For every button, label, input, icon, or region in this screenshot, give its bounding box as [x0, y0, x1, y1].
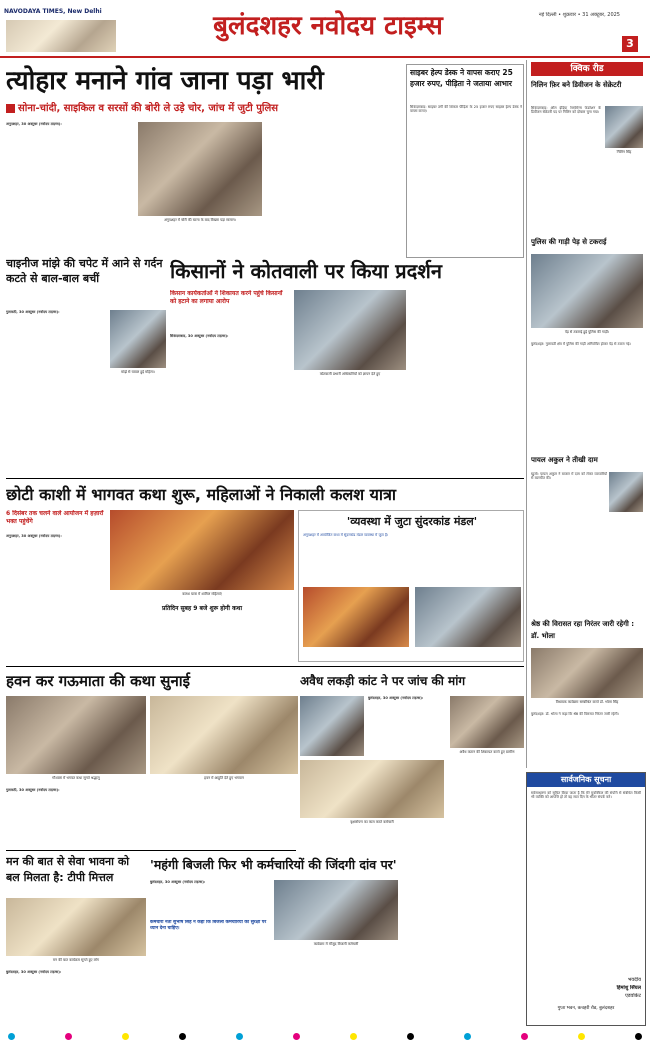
sidebar-story3-title: पायल अकुल ने तीखी दाम — [531, 456, 598, 464]
sidebar-story4-body: बुलंदशहर: डॉ. भोला ने कहा कि श्रेष्ठ की विरासत निरंतर जारी रहेगी। — [531, 712, 619, 716]
power-dateline: बुलंदशहर, 30 अक्टूबर (नवोदय टाइम्स): — [150, 880, 206, 884]
page-number: 3 — [622, 36, 638, 52]
public-notice — [526, 772, 646, 1026]
registration-dot-icon — [464, 1033, 471, 1040]
farmers-body — [170, 334, 290, 474]
sidebar-story2-body: बुलंदशहर: गुलावठी क्षेत्र में पुलिस की गाड़ी अनियंत्रित होकर पेड़ से टकरा गई। — [531, 342, 631, 346]
kashi-center-caption: प्रतिदिन सुबह 9 बजे शुरू होगी कथा — [161, 605, 243, 612]
lead-photo-caption: अनूपशहर में चोरी की घटना के बाद बिखरा पड़ा सामान। — [164, 218, 236, 222]
registration-strip — [0, 1030, 650, 1043]
bullet-square-icon — [6, 104, 15, 113]
wood-photo-right — [450, 696, 524, 748]
sidebar-story2-title: पुलिस की गाड़ी पेड़ से टकराई — [531, 238, 607, 246]
notice-signature-name: हिमांशु सिंघल — [616, 985, 641, 991]
chains-photo-caption: मांझे से घायल हुई महिला। — [121, 370, 155, 374]
power-highlight: कर्मचारी नेता सुभाष सिंह ने कहा कि बिजली कर्मचारियों की सुरक्षा पर ध्यान देना चाहिए। — [150, 920, 267, 931]
lead-body-col3 — [266, 122, 402, 252]
sidebar-story4-caption: विधायक कार्यक्रम सम्बोधित करते डॉ. भोला सिंह — [555, 700, 619, 704]
police-headline: साइबर हेल्प डेस्क ने वापस कराए 25 हजार रुपए, पीड़िता ने जताया आभार — [410, 68, 513, 88]
masthead — [0, 0, 650, 58]
lead-body — [6, 122, 134, 252]
kashi-photo — [110, 510, 294, 590]
farmers-photo — [294, 290, 406, 370]
kashi-photo-caption: कलश यात्रा में शामिल महिलाएं — [182, 592, 222, 596]
registration-dot-icon — [236, 1033, 243, 1040]
registration-dot-icon — [122, 1033, 129, 1040]
farmers-body-col2 — [410, 290, 522, 470]
havan-photo-left — [6, 696, 146, 774]
power-photo — [274, 880, 398, 940]
farmers-photo-caption: कोतवाली प्रभारी अधिकारियों को ज्ञापन देते हुए — [319, 372, 381, 376]
masthead-date: नई दिल्ली • शुक्रवार • 31 अक्टूबर, 2025 — [538, 12, 620, 18]
havan-dateline: गुलावठी, 30 अक्टूबर (नवोदय टाइम्स): — [6, 788, 60, 792]
kashi-headline: छोटी काशी में भागवत कथा शुरू, महिलाओं ने निकाली कलश यात्रा — [6, 485, 397, 504]
police-box — [406, 64, 524, 258]
registration-dot-icon — [293, 1033, 300, 1040]
havan-body — [6, 788, 298, 848]
havan-headline: हवन कर गऊमाता की कथा सुनाई — [6, 672, 191, 690]
power-body — [150, 880, 270, 1026]
service-headline: मन की बात से सेवा भावना को बल मिलता है: टीपी मित्तल — [6, 855, 130, 884]
sidebar-story3-photo — [609, 472, 643, 512]
edition-tag: NAVODAYA TIMES, New Delhi — [4, 8, 102, 15]
sidebar-story1-title: निलिन फ़िर बने डिवीजन के सेक्रेटरी — [531, 81, 622, 89]
divider-havan — [6, 666, 524, 667]
chains-photo — [110, 310, 166, 368]
masthead-fort-image — [6, 20, 116, 52]
farmers-dateline: सिकंदराबाद, 30 अक्टूबर (नवोदय टाइम्स): — [170, 334, 229, 338]
notice-address: गुप्ता भवन, कचहरी रोड, बुलंदशहर — [557, 1006, 615, 1011]
divider-kashi — [6, 478, 524, 479]
service-photo-caption: मन की बात कार्यक्रम सुनते हुए लोग — [52, 958, 100, 962]
sidebar-story4-photo — [531, 648, 643, 698]
kashi-panel-headline: 'व्यवस्था में जुटा सुंदरकांड मंडल' — [346, 515, 478, 528]
notice-body: सर्वसाधारण को सूचित किया जाता है कि मेरे मुवक्किल की संपत्ति से संबंधित किसी भी व्यक्ति को आपत्ति हो तो वह सात दिन के भीतर संपर्क करे। — [531, 791, 641, 800]
lead-dateline: अनूपशहर, 30 अक्टूबर (नवोदय टाइम्स): — [6, 122, 62, 126]
kashi-subhead: 6 दिसंबर तक चलने वाले आयोजन में हज़ारों भक्त पहुंचेंगे — [6, 510, 104, 525]
power-body-col3 — [402, 880, 524, 1026]
divider-service — [6, 850, 296, 851]
lead-photo — [138, 122, 262, 216]
notice-signature: भवदीय — [627, 977, 641, 983]
masthead-rule — [0, 56, 650, 58]
kashi-panel-body: अनूपशहर में आयोजित कथा में सुंदरकांड मंडल व्यवस्था में जुटा है। — [303, 533, 389, 537]
quick-read-sidebar — [526, 60, 646, 768]
power-headline: 'महंगी बिजली फिर भी कर्मचारियों की जिंदगी दांव पर' — [150, 857, 397, 872]
service-photo — [6, 898, 146, 956]
lead-subhead — [6, 102, 402, 116]
registration-dot-icon — [407, 1033, 414, 1040]
wood-photo-caption: वृक्षारोपण का काम करते कर्मचारी — [350, 820, 394, 824]
service-body — [6, 970, 146, 1026]
service-dateline: बुलंदशहर, 30 अक्टूबर (नवोदय टाइम्स): — [6, 970, 62, 974]
notice-signature-role: एडवोकेट — [625, 993, 641, 999]
chains-dateline: गुलावठी, 30 अक्टूबर (नवोदय टाइम्स): — [6, 310, 60, 314]
sidebar-story3-body: खुर्जा: पायल अकुल ने बाजार में दाम को लेकर व्यापारियों से बातचीत की। — [531, 472, 607, 481]
wood-dateline: बुलंदशहर, 30 अक्टूबर (नवोदय टाइम्स): — [368, 696, 424, 700]
lead-subhead-text: सोना-चांदी, साइकिल व सरसों की बोरी ले उड़े चोर, जांच में जुटी पुलिस — [18, 103, 279, 114]
notice-header: सार्वजनिक सूचना — [527, 773, 645, 787]
sidebar-story2-caption: पेड़ से टकराई हुई पुलिस की गाड़ी। — [564, 330, 610, 334]
sidebar-story4-title: श्रेष्ठ की विरासत रहा निरंतर जारी रहेगी : डॉ. भोला — [531, 620, 635, 640]
power-photo-caption: कार्यक्रम में मौजूद बिजली कर्मचारी — [313, 942, 359, 946]
quick-read-header: क्विक रीड — [531, 62, 643, 76]
lead-headline: त्योहार मनाने गांव जाना पड़ा भारी — [6, 66, 324, 96]
kashi-dateline: अनूपशहर, 30 अक्टूबर (नवोदय टाइम्स): — [6, 534, 62, 538]
wood-photo-caption2: अवैध कटान की शिकायत करते हुए ग्रामीण — [459, 750, 515, 754]
havan-photo-right — [150, 696, 298, 774]
kashi-panel-photo-right — [415, 587, 521, 647]
havan-caption-left: गौशाला में भगवत कथा सुनते श्रद्धालु — [52, 776, 100, 780]
registration-dot-icon — [65, 1033, 72, 1040]
registration-dot-icon — [635, 1033, 642, 1040]
sidebar-story1-caption: निलिन सिंह — [616, 150, 632, 154]
havan-caption-right: हवन में आहुति देते हुए भगवान — [204, 776, 244, 780]
registration-dot-icon — [578, 1033, 585, 1040]
wood-photo-bottom — [300, 760, 444, 818]
kashi-body — [6, 534, 106, 654]
chains-headline: चाइनीज मांझे की चपेट में आने से गर्दन कटते से बाल-बाल बचीं — [6, 257, 163, 285]
wood-headline: अवैध लकड़ी कांट ने पर जांच की मांग — [300, 674, 466, 688]
sidebar-story1-photo — [605, 106, 643, 148]
kashi-panel — [298, 510, 524, 662]
police-body: सिकंदराबाद: साइबर ठगी की शिकार पीड़िता के 25 हजार रुपए साइबर हेल्प डेस्क ने वापस कराए। — [410, 105, 522, 114]
farmers-kicker: किसान कार्यकर्ताओं ने शिकायत करने पहुंचे किसानों को हटाने का लगाया आरोप — [170, 290, 283, 305]
wood-photo-top — [300, 696, 364, 756]
registration-dot-icon — [521, 1033, 528, 1040]
kashi-panel-photo-left — [303, 587, 409, 647]
sidebar-story2-photo — [531, 254, 643, 328]
registration-dot-icon — [179, 1033, 186, 1040]
registration-dot-icon — [8, 1033, 15, 1040]
chains-body — [6, 310, 106, 510]
farmers-headline: किसानों ने कोतवाली पर किया प्रदर्शन — [170, 259, 442, 283]
sidebar-story1-body: सिकंदराबाद: ऑल इंडिया रेलवेमेन्स फेडरेशन के डिवीजन सेक्रेटरी पद पर निलिन को दोबारा चुना गया। — [531, 106, 601, 115]
masthead-title: बुलंदशहर नवोदय टाइम्स — [213, 11, 443, 41]
registration-dot-icon — [350, 1033, 357, 1040]
